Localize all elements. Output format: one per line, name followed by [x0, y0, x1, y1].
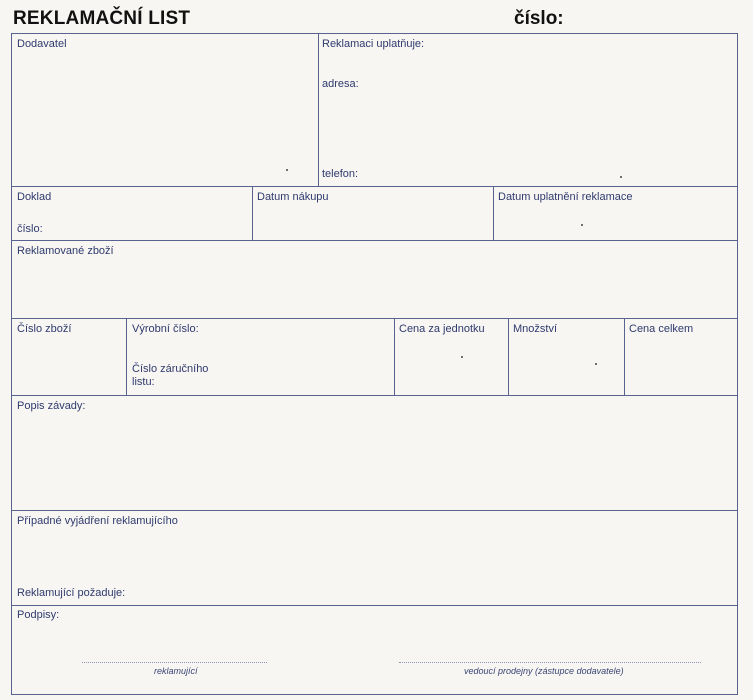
claimant-statement-label: Případné vyjádření reklamujícího	[17, 515, 178, 527]
unit-price-label: Cena za jednotku	[399, 323, 485, 335]
unit-price-field[interactable]	[395, 319, 509, 396]
document-field[interactable]	[12, 187, 253, 241]
defect-description-field[interactable]	[12, 396, 737, 511]
claimant-phone-label: telefon:	[322, 168, 359, 180]
purchase-date-label: Datum nákupu	[257, 191, 329, 203]
signatures-label: Podpisy:	[17, 609, 60, 621]
claim-date-label: Datum uplatnění reklamace	[498, 191, 633, 203]
supplier-field[interactable]	[12, 34, 319, 187]
claimant-address-label: adresa:	[322, 78, 359, 90]
total-price-label: Cena celkem	[629, 323, 694, 335]
form-title: REKLAMAČNÍ LIST	[13, 8, 191, 29]
claimant-field[interactable]	[319, 34, 737, 187]
claimant-signature-caption: reklamující	[154, 666, 198, 676]
quantity-field[interactable]	[509, 319, 625, 396]
claimant-signature-line[interactable]	[82, 662, 267, 663]
scan-speck	[620, 176, 622, 178]
scan-speck	[595, 363, 597, 365]
supplier-label: Dodavatel	[17, 38, 67, 50]
warranty-card-label-line2: listu:	[132, 376, 155, 388]
claimant-label: Reklamaci uplatňuje:	[322, 38, 425, 50]
scan-speck	[461, 356, 463, 358]
item-number-label: Číslo zboží	[17, 323, 72, 335]
document-label: Doklad	[17, 191, 52, 203]
claim-form	[11, 33, 738, 695]
claim-date-field[interactable]	[494, 187, 737, 241]
scan-speck	[581, 224, 583, 226]
manager-signature-line[interactable]	[399, 662, 701, 663]
scan-speck	[286, 169, 288, 171]
manager-signature-caption: vedoucí prodejny (zástupce dodavatele)	[464, 666, 624, 676]
document-number-label: číslo:	[17, 223, 43, 235]
claimed-goods-field[interactable]	[12, 241, 737, 319]
claimed-goods-label: Reklamované zboží	[17, 245, 114, 257]
warranty-card-label-line1: Číslo záručního	[132, 363, 209, 375]
defect-description-label: Popis závady:	[17, 400, 86, 412]
total-price-field[interactable]	[625, 319, 737, 396]
quantity-label: Množství	[513, 323, 558, 335]
item-number-field[interactable]	[12, 319, 127, 396]
serial-number-label: Výrobní číslo:	[132, 323, 199, 335]
signatures-field	[12, 606, 737, 694]
claimant-demand-label: Reklamující požaduje:	[17, 587, 126, 599]
claimant-statement-field[interactable]	[12, 511, 737, 606]
serial-number-field[interactable]	[127, 319, 395, 396]
form-number-label: číslo:	[514, 8, 564, 29]
purchase-date-field[interactable]	[253, 187, 494, 241]
